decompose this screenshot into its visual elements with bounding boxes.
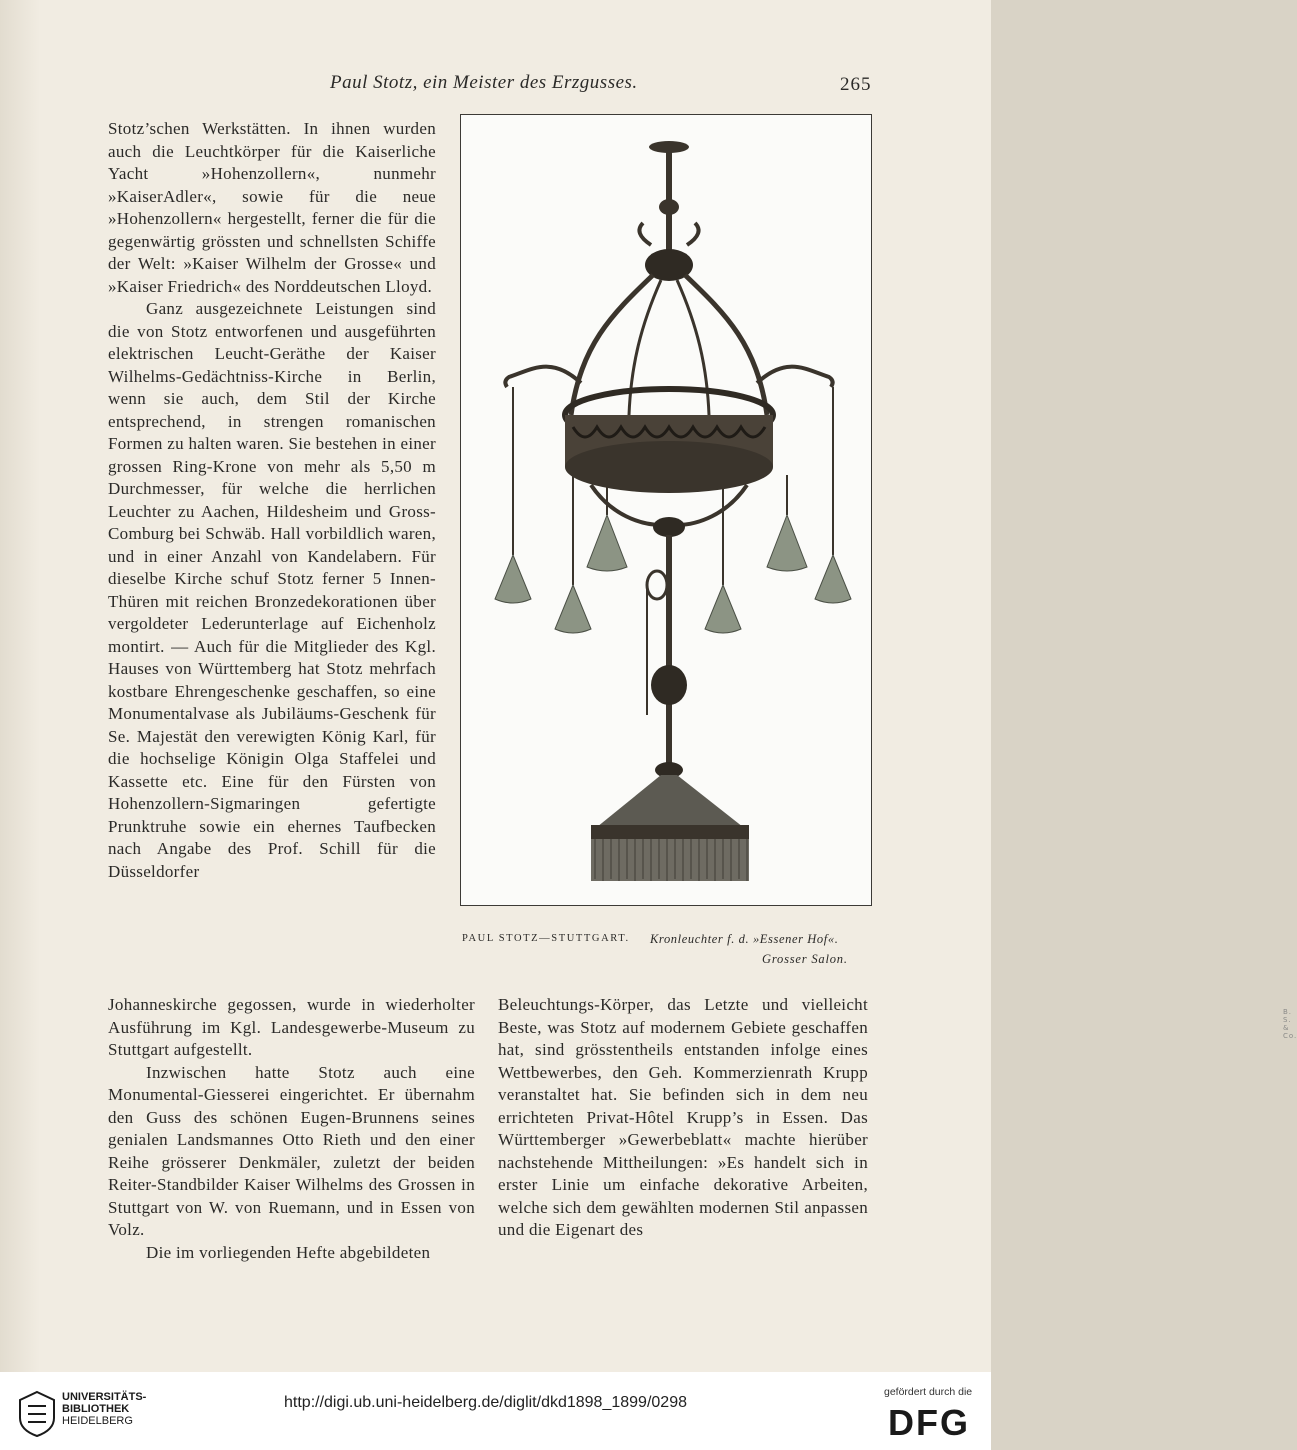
page-number: 265: [840, 74, 872, 95]
caption-title: Kronleuchter f. d. »Essener Hof«.: [650, 932, 839, 946]
funded-by-label: gefördert durch die: [884, 1386, 973, 1398]
university-seal-icon: [18, 1390, 56, 1438]
library-name: [62, 1391, 182, 1427]
paragraph: Stotz’schen Werkstätten. In ihnen wurden auch die Leuchtkörper für die Kaiserliche Yacht »Hohenzollern«, nunmehr »KaiserAdler«, sowie für die neue »Hohenzollern« hergestellt, ferner die für die gegenwärtig grössten und schnellsten Schiffe der Welt: »Kaiser Wilhelm der Grosse« und »Kaiser Friedrich« des Norddeutschen Lloyd.: [108, 119, 436, 296]
counterweight: [651, 665, 687, 705]
pulley-rod: [666, 535, 672, 765]
center-knot: [653, 517, 685, 537]
text-column-left-top: [108, 118, 436, 883]
paragraph: Ganz ausgezeichnete Leistungen sind die von Stotz entworfenen und ausgeführten elektrischen Leucht-Geräthe der Kaiser Wilhelms-Gedächtniss-Kirche in Berlin, wenn sie auch, dem Stil der Kirche entsprechend, in strengen romanischen Formen zu halten waren. Sie bestehen in einer grossen Ring-Krone von mehr als 5,50 m Durchmesser, für welche die herrlichen Leuchter zu Aachen, Hildesheim und Gross-Comburg bei Schwäb. Hall vorbildlich waren, und in einer Anzahl von Kandelabern. Für dieselbe Kirche schuf Stotz ferner 5 Innen-Thüren mit reichen Bronzedekorationen über vergoldeter Lederunterlage auf Eichenholz montirt. — Auch für die Mitglieder des Kgl. Hauses von Württemberg hat Stotz mehrfach kostbare Ehrengeschenke geschaffen, so eine Monumentalvase als Jubiläums-Geschenk für Se. Majestät den verewigten König Karl, für die hochselige Königin Olga Staffelei und Kassette etc. Eine für den Fürsten von Hohenzollern-Sigmaringen gefertigte Prunktruhe sowie ein ehernes Taufbecken nach Angabe des Prof. Schill für die Düsseldorfer: [108, 299, 436, 881]
figure-caption: [462, 933, 872, 973]
permalink[interactable]: http://digi.ub.uni-heidelberg.de/diglit/dkd1898_1899/0298: [284, 1394, 687, 1411]
running-head: [0, 72, 991, 96]
paragraph: Beleuchtungs-Körper, das Letzte und vielleicht Beste, was Stotz auf modernem Gebiete geschaffen hat, sind grösstentheils entstanden infolge eines Wettbewerbes, den Geh. Kommerzienrath Krupp veranstaltet hat. Sie befinden sich in dem neu errichteten Privat-Hôtel Krupp’s in Essen. Das Württemberger »Gewerbeblatt« machte hierüber nachstehende Mittheilungen: »Es handelt sich in erster Linie um einfache dekorative Arbeiten, welche sich dem gewählten modernen Stil anpassen und die Eigenart des: [498, 995, 868, 1239]
paragraph: Die im vorliegenden Hefte abgebildeten: [146, 1242, 431, 1262]
chandelier-illustration: [461, 115, 871, 905]
text-column-left-bottom: [108, 994, 475, 1264]
dfg-logo: DFG: [888, 1402, 970, 1443]
running-title: Paul Stotz, ein Meister des Erzgusses.: [330, 72, 638, 93]
upper-rod: [666, 213, 672, 253]
paragraph: Inzwischen hatte Stotz auch eine Monumental-Giesserei eingerichtet. Er übernahm den Guss des schönen Eugen-Brunnens seines genialen Landsmannes Otto Rieth und den einer Reihe grösserer Denkmäler, zuletzt der beiden Reiter-Standbilder Kaiser Wilhelms des Grossen in Stuttgart von W. von Ruemann, und in Essen von Volz.: [108, 1062, 475, 1239]
text-column-right-bottom: [498, 994, 868, 1242]
shade-band: [591, 825, 749, 839]
library-line: HEIDELBERG: [62, 1415, 133, 1427]
library-line: UNIVERSITÄTS-: [62, 1391, 147, 1403]
viewer-footer: [0, 1372, 991, 1450]
shade-fringe: [591, 839, 749, 881]
ring-bottom: [565, 441, 773, 493]
library-line: BIBLIOTHEK: [62, 1403, 130, 1415]
caption-credit: PAUL STOTZ—STUTTGART.: [462, 933, 630, 944]
upper-knot: [659, 199, 679, 215]
caption-subtitle: Grosser Salon.: [762, 952, 848, 966]
photo-credit: B. S. & Co.: [1283, 1008, 1297, 1040]
suspension-rod: [666, 151, 672, 201]
paragraph: Johanneskirche gegossen, wurde in wiederholter Ausführung im Kgl. Landesgewerbe-Museum zu Stuttgart aufgestellt.: [108, 995, 475, 1059]
